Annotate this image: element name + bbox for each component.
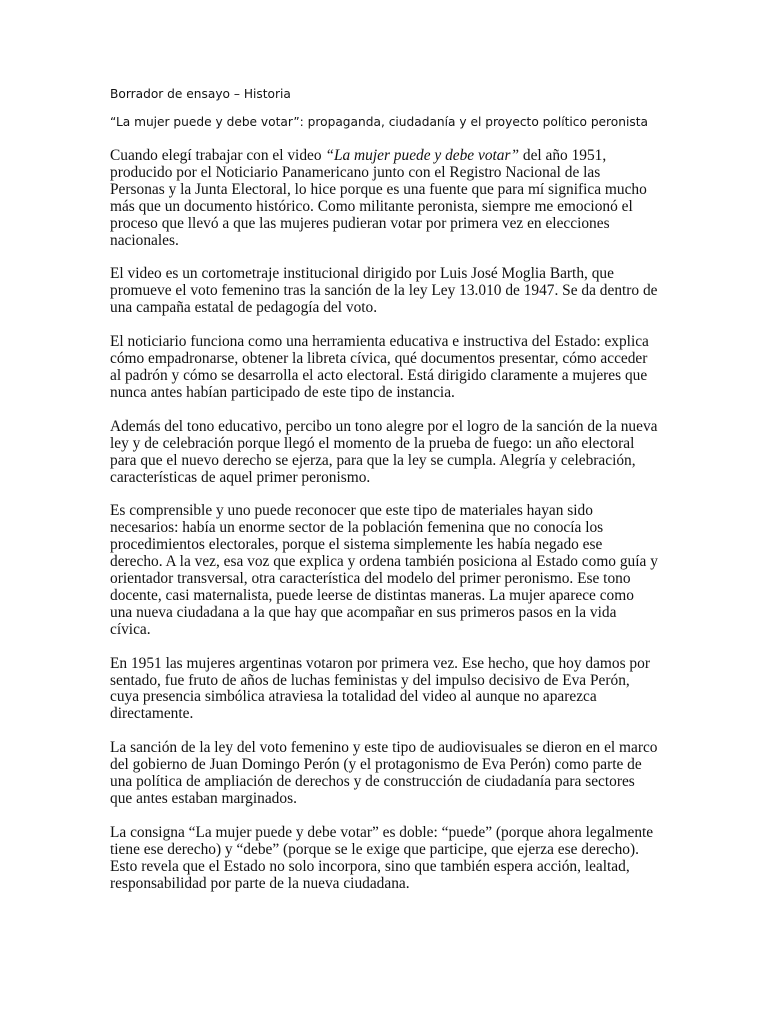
essay-title: “La mujer puede y debe votar”: propaganda, ciudadanía y el proyecto político peronista: [110, 115, 648, 129]
paragraph-8: La consigna “La mujer puede y debe votar” es doble: “puede” (porque ahora legalmente tiene ese derecho) y “debe” (porque se le exige que participe, que ejerza ese derecho). Esto revela que el Estado no solo incorpora, sino que también espera acción, lealtad, responsabilidad por parte de la nueva ciudadana.: [110, 823, 654, 892]
document-label: Borrador de ensayo – Historia: [110, 87, 291, 101]
paragraph-3: El noticiario funciona como una herramienta educativa e instructiva del Estado: explica cómo empadronarse, obtener la libreta cívica, qué documentos presentar, cómo acceder al padrón y cómo se desarrolla el acto electoral. Está dirigido claramente a mujeres que nunca antes habían participado de este tipo de instancia.: [110, 333, 649, 401]
paragraph-5: Es comprensible y uno puede reconocer que este tipo de materiales hayan sido necesarios: había un enorme sector de la población femenina que no conocía los procedimientos electorales, porque el sistema simplemente les había negado ese derecho. A la vez, esa voz que explica y ordena también posiciona al Estado como guía y orientador transversal, otra característica del modelo del primer peronismo. Ese tono docente, casi maternalista, puede leerse de distintas maneras. La mujer aparece como una nueva ciudadana a la que hay que acompañar en sus primeros pasos en la vida cívica.: [110, 502, 658, 638]
paragraph-2: El video es un cortometraje institucional dirigido por Luis José Moglia Barth, que promueve el voto femenino tras la sanción de la ley Ley 13.010 de 1947. Se da dentro de una campaña estatal de pedagogía del voto.: [110, 265, 658, 317]
document-body: [110, 86, 658, 910]
paragraph-1-start: Cuando elegí trabajar con el video: [110, 147, 326, 164]
paragraph-7: La sanción de la ley del voto femenino y este tipo de audiovisuales se dieron en el marco del gobierno de Juan Domingo Perón (y el protagonismo de Eva Perón) como parte de una política de ampliación de derechos y de construcción de ciudadanía para sectores que antes estaban marginados.: [110, 739, 658, 807]
video-title-italic: “La mujer puede y debe votar”: [325, 147, 520, 164]
paragraph-1: [110, 148, 658, 249]
paragraph-6: En 1951 las mujeres argentinas votaron por primera vez. Ese hecho, que hoy damos por sentado, fue fruto de años de luchas feministas y del impulso decisivo de Eva Perón, cuya presencia simbólica atraviesa la totalidad del video al aunque no aparezca directamente.: [110, 654, 650, 723]
paragraph-4: Además del tono educativo, percibo un tono alegre por el logro de la sanción de la nueva ley y de celebración porque llegó el momento de la prueba de fuego: un año electoral para que el nuevo derecho se ejerza, para que la ley se cumpla. Alegría y celebración, características de aquel primer peronismo.: [110, 417, 658, 486]
paragraph-1-end: del año 1951, producido por el Noticiario Panamericano junto con el Registro Nacional de las Personas y la Junta Electoral, lo hice porque es una fuente que para mí significa mucho más que un documento histórico. Como militante peronista, siempre me emocionó el proceso que llevó a que las mujeres pudieran votar por primera vez en elecciones nacionales.: [110, 147, 647, 249]
